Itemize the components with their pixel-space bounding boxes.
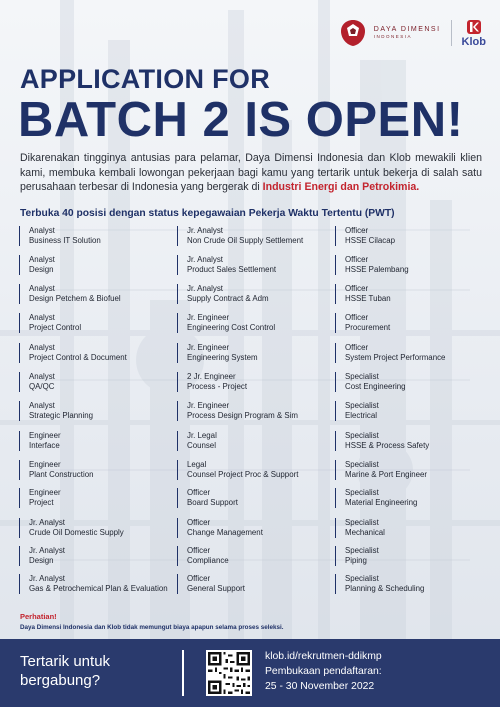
daya-dimensi-sub: INDONESIA <box>373 34 413 40</box>
position-item <box>335 284 495 304</box>
position-item <box>19 372 179 392</box>
position-item <box>177 313 337 333</box>
daya-dimensi-name: DAYA DIMENSI <box>373 26 441 34</box>
footer-info <box>265 651 382 692</box>
position-role: Jr. Engineer <box>187 343 230 352</box>
position-title: Compliance <box>187 556 229 565</box>
position-title: Non Crude Oil Supply Settlement <box>187 236 304 245</box>
position-title: Process - Project <box>187 382 248 391</box>
position-role: Specialist <box>345 574 379 583</box>
position-title: Planning & Scheduling <box>345 584 425 593</box>
position-title: Procurement <box>345 323 391 332</box>
position-title: Project <box>29 498 54 507</box>
position-title: Design Petchem & Biofuel <box>29 294 121 303</box>
position-title: HSSE Tuban <box>345 294 391 303</box>
position-role: Specialist <box>345 488 379 497</box>
position-item <box>177 460 337 480</box>
position-item <box>19 431 179 451</box>
cta-line1: Tertarik untuk <box>20 653 111 670</box>
klob-name: Klob <box>461 35 486 48</box>
position-role: Analyst <box>29 313 55 322</box>
position-item <box>335 574 495 594</box>
position-item <box>19 488 179 508</box>
position-title: Counsel <box>187 441 216 450</box>
position-item <box>19 401 179 421</box>
position-role: Officer <box>345 313 369 322</box>
position-role: Jr. Analyst <box>187 284 223 293</box>
intro-paragraph <box>20 151 482 195</box>
position-item <box>335 431 495 451</box>
position-title: Cost Engineering <box>345 382 406 391</box>
position-role: 2 Jr. Engineer <box>187 372 236 381</box>
position-item <box>177 401 337 421</box>
position-item <box>19 574 179 594</box>
position-title: Supply Contract & Adm <box>187 294 269 303</box>
position-item <box>19 460 179 480</box>
footer-bar <box>0 639 500 707</box>
position-role: Jr. Analyst <box>187 255 223 264</box>
position-item <box>335 255 495 275</box>
position-title: Engineering Cost Control <box>187 323 276 332</box>
position-title: General Support <box>187 584 245 593</box>
position-title: HSSE Palembang <box>345 265 409 274</box>
position-role: Analyst <box>29 401 55 410</box>
position-title: Design <box>29 265 54 274</box>
position-role: Officer <box>345 226 369 235</box>
position-item <box>177 518 337 538</box>
positions-subheading: Terbuka 40 posisi dengan status kepegawaian Pekerja Waktu Tertentu (PWT) <box>20 208 395 219</box>
daya-dimensi-logo <box>338 18 441 48</box>
position-title: Mechanical <box>345 528 385 537</box>
position-item <box>335 401 495 421</box>
position-title: Project Control & Document <box>29 353 127 362</box>
position-item <box>335 518 495 538</box>
registration-label: Pembukaan pendaftaran: <box>265 666 382 677</box>
position-title: Design <box>29 556 54 565</box>
position-title: Electrical <box>345 411 378 420</box>
position-role: Jr. Engineer <box>187 401 230 410</box>
position-role: Officer <box>187 574 211 583</box>
position-title: Marine & Port Engineer <box>345 470 428 479</box>
position-item <box>19 343 179 363</box>
position-role: Engineer <box>29 488 61 497</box>
position-role: Officer <box>187 546 211 555</box>
position-title: Crude Oil Domestic Supply <box>29 528 124 537</box>
position-role: Specialist <box>345 460 379 469</box>
position-role: Jr. Legal <box>187 431 217 440</box>
position-title: Gas & Petrochemical Plan & Evaluation <box>29 584 168 593</box>
position-role: Analyst <box>29 284 55 293</box>
position-item <box>177 546 337 566</box>
position-title: Material Engineering <box>345 498 418 507</box>
footer-divider <box>182 650 184 696</box>
position-title: Change Management <box>187 528 263 537</box>
position-title: Product Sales Settlement <box>187 265 277 274</box>
position-title: HSSE & Process Safety <box>345 441 430 450</box>
position-role: Jr. Analyst <box>29 518 65 527</box>
position-role: Analyst <box>29 226 55 235</box>
daya-dimensi-logo-icon <box>338 18 368 48</box>
position-item <box>335 546 495 566</box>
position-title: Strategic Planning <box>29 411 94 420</box>
registration-link[interactable]: klob.id/rekrutmen-ddikmp <box>265 651 382 662</box>
position-item <box>177 574 337 594</box>
position-item <box>19 226 179 246</box>
position-role: Specialist <box>345 401 379 410</box>
registration-date: 25 - 30 November 2022 <box>265 681 375 692</box>
position-title: Process Design Program & Sim <box>187 411 298 420</box>
position-item <box>19 255 179 275</box>
intro-highlight: Industri Energi dan Petrokimia. <box>262 181 420 194</box>
position-item <box>335 313 495 333</box>
position-title: System Project Performance <box>345 353 446 362</box>
position-role: Officer <box>187 518 211 527</box>
call-to-action <box>20 652 110 690</box>
position-role: Analyst <box>29 255 55 264</box>
position-role: Specialist <box>345 546 379 555</box>
position-title: HSSE Cilacap <box>345 236 395 245</box>
position-role: Jr. Engineer <box>187 313 230 322</box>
position-item <box>335 343 495 363</box>
position-role: Jr. Analyst <box>187 226 223 235</box>
position-role: Analyst <box>29 343 55 352</box>
klob-logo-icon <box>466 19 482 35</box>
position-title: Piping <box>345 556 367 565</box>
position-item <box>177 255 337 275</box>
position-item <box>335 372 495 392</box>
partner-logos <box>338 18 486 48</box>
position-title: Project Control <box>29 323 82 332</box>
position-item <box>177 284 337 304</box>
position-title: Board Support <box>187 498 238 507</box>
position-item <box>335 488 495 508</box>
position-item <box>19 284 179 304</box>
position-title: Plant Construction <box>29 470 94 479</box>
position-role: Engineer <box>29 460 61 469</box>
qr-code-icon[interactable] <box>206 650 252 696</box>
position-role: Jr. Analyst <box>29 546 65 555</box>
position-item <box>177 226 337 246</box>
position-item <box>177 343 337 363</box>
position-role: Specialist <box>345 431 379 440</box>
position-title: Interface <box>29 441 60 450</box>
position-item <box>335 460 495 480</box>
position-role: Jr. Analyst <box>29 574 65 583</box>
position-item <box>177 372 337 392</box>
position-role: Specialist <box>345 518 379 527</box>
position-title: Business IT Solution <box>29 236 101 245</box>
logo-divider <box>451 20 452 46</box>
position-title: Counsel Project Proc & Support <box>187 470 299 479</box>
position-role: Officer <box>187 488 211 497</box>
position-role: Engineer <box>29 431 61 440</box>
klob-logo <box>462 19 486 48</box>
position-item <box>19 546 179 566</box>
intro-text: Dikarenakan tingginya antusias para pelamar, Daya Dimensi Indonesia dan Klob mewakili klien kami, membuka kembali lowongan pekerjaan bagi kamu yang tertarik untuk bekerja di salah satu perusahaan terbesar di Indonesia yang bergerak di <box>20 152 482 194</box>
position-role: Officer <box>345 284 369 293</box>
headline-line2: BATCH 2 IS OPEN! <box>18 93 464 147</box>
position-role: Legal <box>187 460 207 469</box>
position-item <box>177 488 337 508</box>
position-item <box>19 518 179 538</box>
position-role: Analyst <box>29 372 55 381</box>
notice-title: Perhatian! <box>20 612 57 621</box>
headline-line1: APPLICATION FOR <box>20 64 270 94</box>
position-title: Engineering System <box>187 353 258 362</box>
position-role: Officer <box>345 255 369 264</box>
position-item <box>19 313 179 333</box>
position-role: Officer <box>345 343 369 352</box>
position-role: Specialist <box>345 372 379 381</box>
position-title: QA/QC <box>29 382 55 391</box>
notice <box>20 612 284 631</box>
position-item <box>335 226 495 246</box>
position-item <box>177 431 337 451</box>
notice-text: Daya Dimensi Indonesia dan Klob tidak memungut biaya apapun selama proses seleksi. <box>20 624 284 631</box>
cta-line2: bergabung? <box>20 672 101 689</box>
